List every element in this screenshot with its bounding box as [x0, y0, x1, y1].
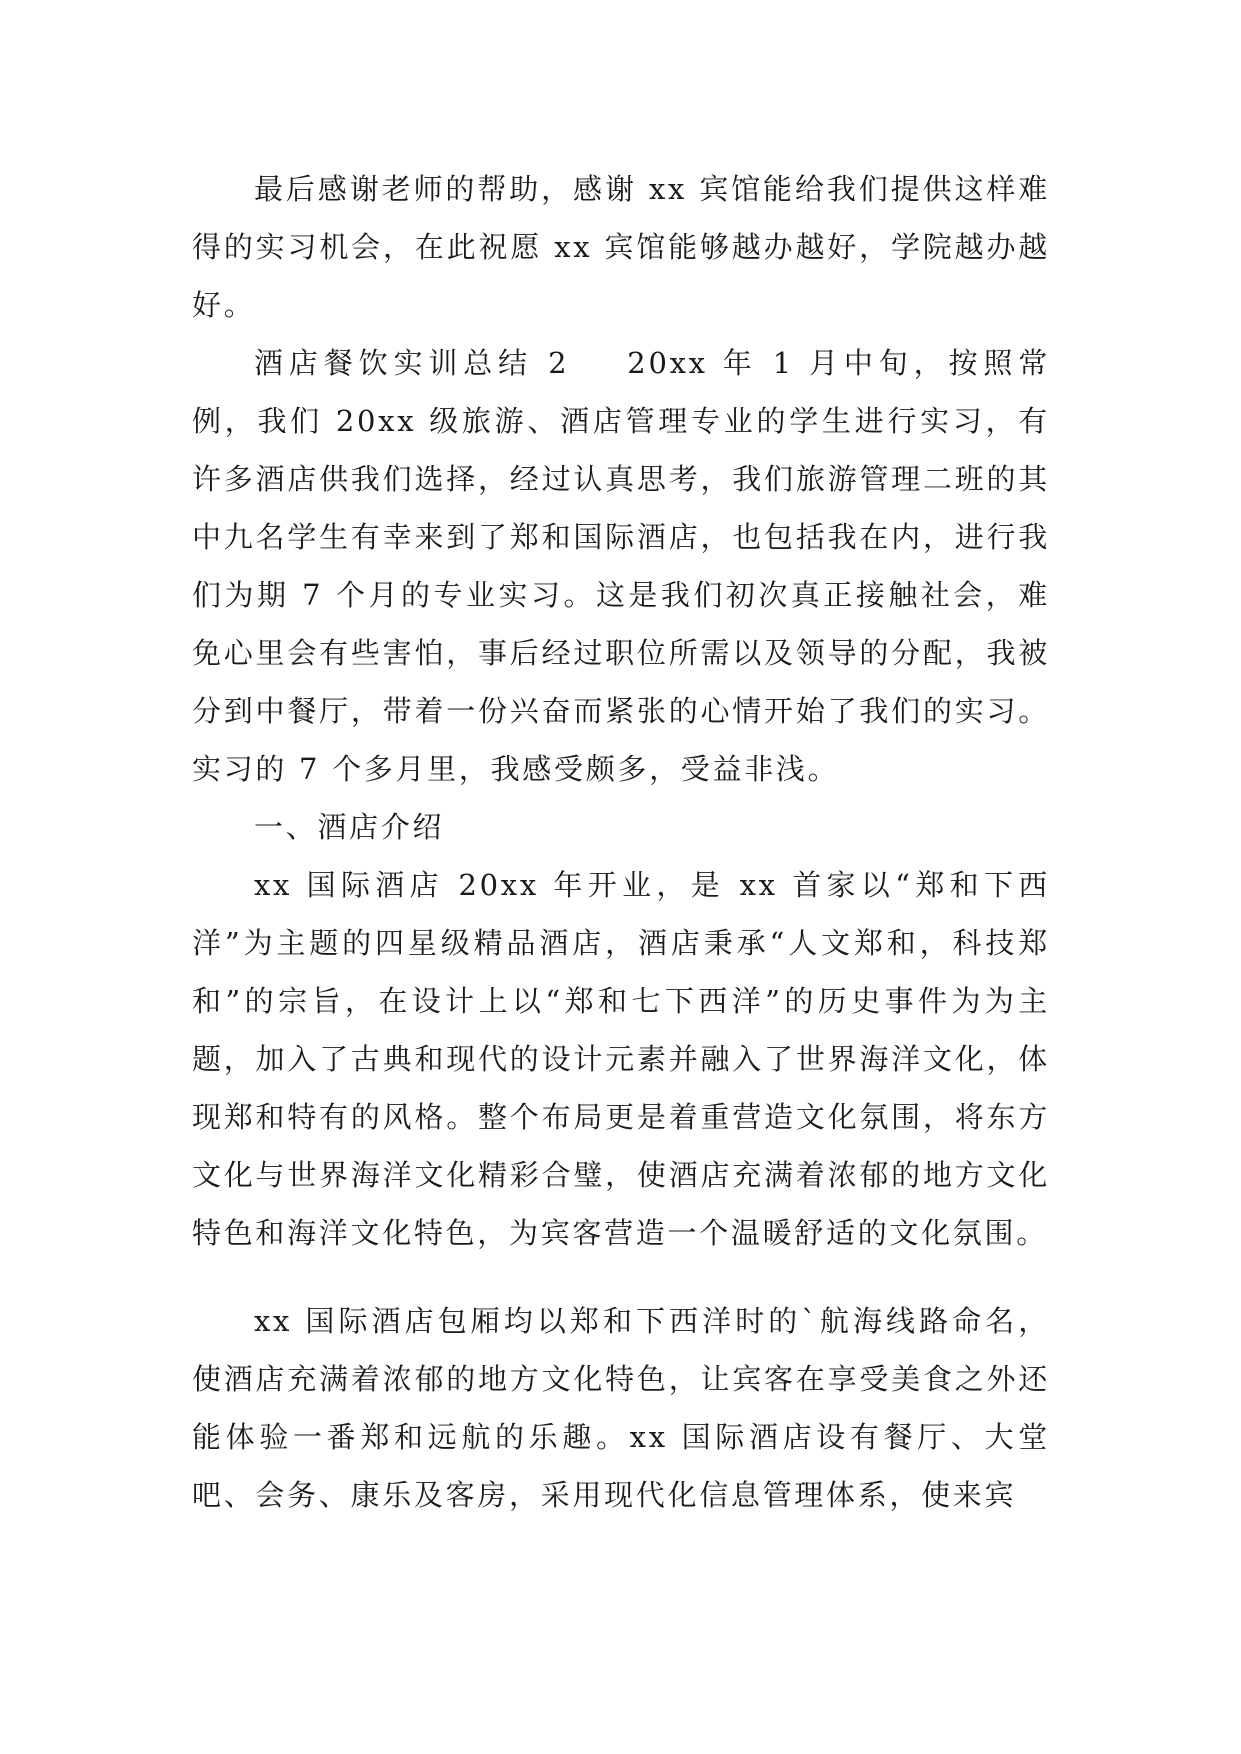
paragraph-private-rooms: xx 国际酒店包厢均以郑和下西洋时的`航海线路命名，使酒店充满着浓郁的地方文化特色，让宾客在享受美食之外还能体验一番郑和远航的乐趣。xx 国际酒店设有餐厅、大堂吧、会务、康乐及客房，采用现代化信息管理体系，使来宾: [192, 1304, 1050, 1512]
paragraph-thanks: 最后感谢老师的帮助，感谢 xx 宾馆能给我们提供这样难得的实习机会，在此祝愿 xx 宾馆能够越办越好，学院越办越好。: [192, 172, 1050, 322]
text-block-top: [192, 160, 1050, 334]
subheading-hotel-intro: 一、酒店介绍: [254, 810, 445, 844]
text-block-main: [192, 334, 1050, 1262]
text-block-bottom: [192, 1292, 1050, 1524]
paragraph-summary-2: [192, 334, 1050, 798]
paragraph-hotel-intro: xx 国际酒店 20xx 年开业，是 xx 首家以“郑和下西洋”为主题的四星级精品酒店，酒店秉承“人文郑和，科技郑和”的宗旨，在设计上以“郑和七下西洋”的历史事件为为主题，加入了古典和现代的设计元素并融入了世界海洋文化，体现郑和特有的风格。整个布局更是着重营造文化氛围，将东方文化与世界海洋文化精彩合璧，使酒店充满着浓郁的地方文化特色和海洋文化特色，为宾客营造一个温暖舒适的文化氛围。: [192, 868, 1050, 1250]
section-heading: 酒店餐饮实训总结 2: [254, 346, 570, 380]
paragraph-summary-body: 20xx 年 1 月中旬，按照常例，我们 20xx 级旅游、酒店管理专业的学生进行实习，有许多酒店供我们选择，经过认真思考，我们旅游管理二班的其中九名学生有幸来到了郑和国际酒店，也包括我在内，进行我们为期 7 个月的专业实习。这是我们初次真正接触社会，难免心里会有些害怕，事后经过职位所需以及领导的分配，我被分到中餐厅，带着一份兴奋而紧张的心情开始了我们的实习。实习的 7 个多月里，我感受颇多，受益非浅。: [192, 346, 1051, 786]
